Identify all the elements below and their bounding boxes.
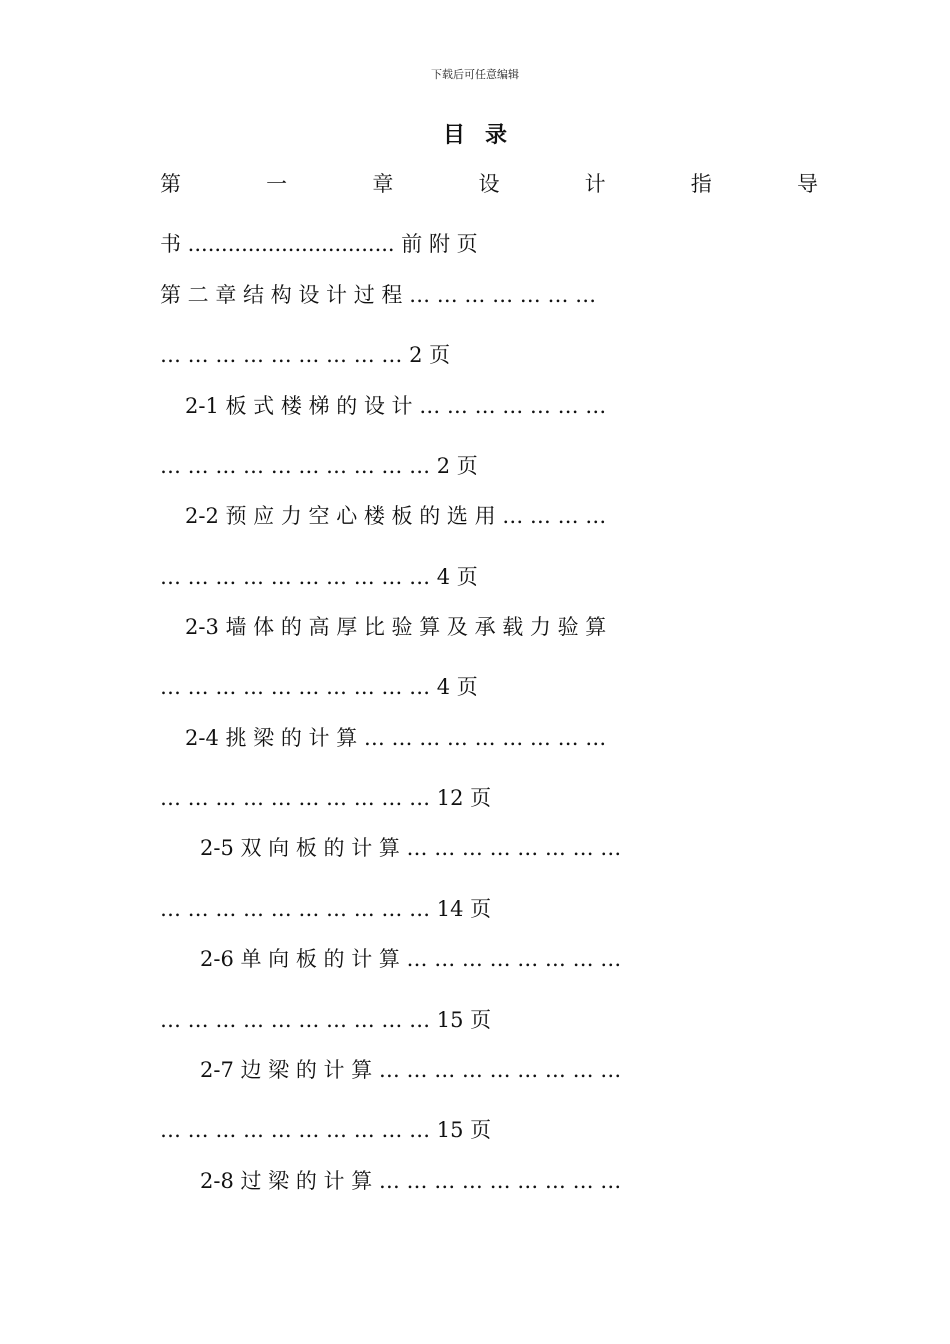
toc-line-13: 2-5 双 向 板 的 计 算 … … … … … … … … [200,836,622,860]
toc-line-16: … … … … … … … … … … 15 页 [160,1008,492,1032]
toc-line-4: … … … … … … … … … 2 页 [160,343,451,367]
toc-line-12: … … … … … … … … … … 12 页 [160,786,492,810]
toc-line-11: 2-4 挑 梁 的 计 算 … … … … … … … … … [185,726,607,750]
toc-title: 目录 [442,122,527,148]
toc-char: 章 [372,172,394,196]
toc-line-15: 2-6 单 向 板 的 计 算 … … … … … … … … [200,947,622,971]
toc-char: 设 [478,172,500,196]
page-header-note: 下载后可任意编辑 [431,68,519,81]
toc-line-14: … … … … … … … … … … 14 页 [160,897,492,921]
toc-line-18: … … … … … … … … … … 15 页 [160,1118,492,1142]
toc-line-2: 书 ............................... 前 附 页 [160,232,478,256]
toc-char: 指 [690,172,712,196]
toc-line-1 [160,168,818,200]
toc-line-7: 2-2 预 应 力 空 心 楼 板 的 选 用 … … … … [185,504,607,528]
toc-char: 导 [796,172,818,196]
toc-char: 一 [266,172,288,196]
toc-line-8: … … … … … … … … … … 4 页 [160,565,478,589]
toc-line-19: 2-8 过 梁 的 计 算 … … … … … … … … … [200,1169,622,1193]
toc-line-6: … … … … … … … … … … 2 页 [160,454,478,478]
toc-line-17: 2-7 边 梁 的 计 算 … … … … … … … … … [200,1058,622,1082]
toc-line-9: 2-3 墙 体 的 高 厚 比 验 算 及 承 载 力 验 算 [185,615,607,639]
toc-char: 第 [160,172,181,196]
toc-line-5: 2-1 板 式 楼 梯 的 设 计 … … … … … … … [185,394,607,418]
toc-char: 计 [584,172,606,196]
toc-line-10: … … … … … … … … … … 4 页 [160,675,478,699]
toc-line-3: 第 二 章 结 构 设 计 过 程 … … … … … … … [160,283,597,307]
